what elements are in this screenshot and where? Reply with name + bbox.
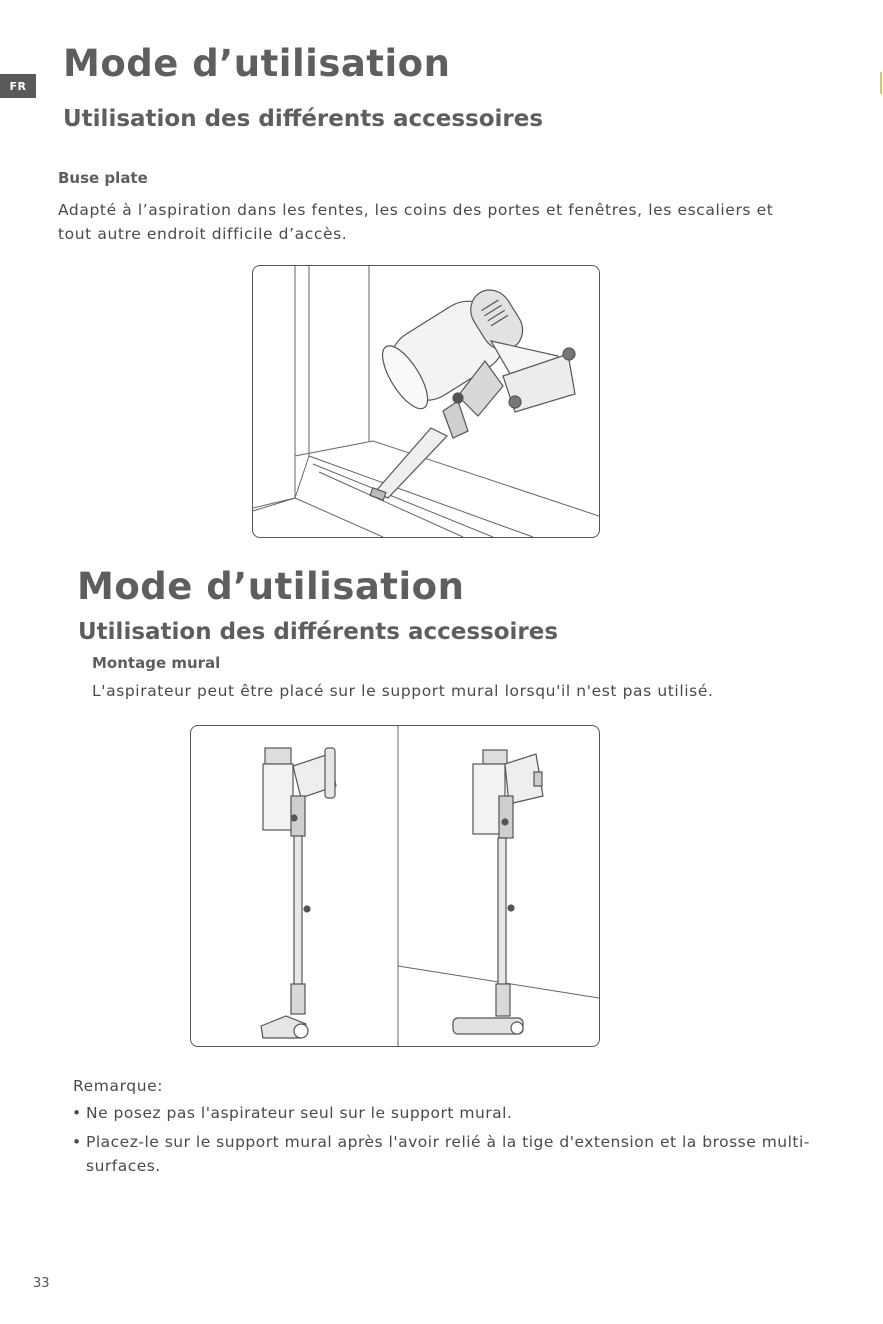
wall-mount-illustration	[190, 725, 600, 1047]
accessory-description-line: Adapté à l’aspiration dans les fentes, les coins des portes et fenêtres, les escaliers et	[58, 201, 774, 219]
page-title: Mode d’utilisation	[63, 42, 451, 85]
accessory-title-wall-mount: Montage mural	[92, 654, 221, 672]
remark-text: Placez-le sur le support mural après l'avoir relié à la tige d'extension et la brosse multi-	[86, 1133, 810, 1151]
remark-item	[72, 1101, 832, 1125]
section-subtitle: Utilisation des différents accessoires	[78, 619, 559, 645]
page-number: 33	[33, 1276, 50, 1291]
remark-label: Remarque:	[73, 1077, 164, 1095]
bullet-icon: •	[72, 1104, 82, 1122]
vacuum-on-wall-mount-image	[191, 726, 599, 1046]
remark-text-continued: surfaces.	[86, 1157, 161, 1175]
accessory-description-line: tout autre endroit difficile d’accès.	[58, 225, 348, 243]
language-tab: FR	[0, 74, 36, 98]
accessory-description: L'aspirateur peut être placé sur le support mural lorsqu'il n'est pas utilisé.	[92, 682, 714, 700]
bullet-icon: •	[72, 1133, 82, 1151]
remark-item	[72, 1130, 852, 1180]
page-edge-marker	[880, 72, 882, 94]
page-title: Mode d’utilisation	[77, 565, 465, 608]
accessory-title-flat-nozzle: Buse plate	[58, 169, 148, 187]
remark-text: Ne posez pas l'aspirateur seul sur le support mural.	[86, 1104, 513, 1122]
vacuum-with-flat-nozzle-image	[253, 266, 599, 537]
section-subtitle: Utilisation des différents accessoires	[63, 106, 544, 132]
flat-nozzle-illustration	[252, 265, 600, 538]
